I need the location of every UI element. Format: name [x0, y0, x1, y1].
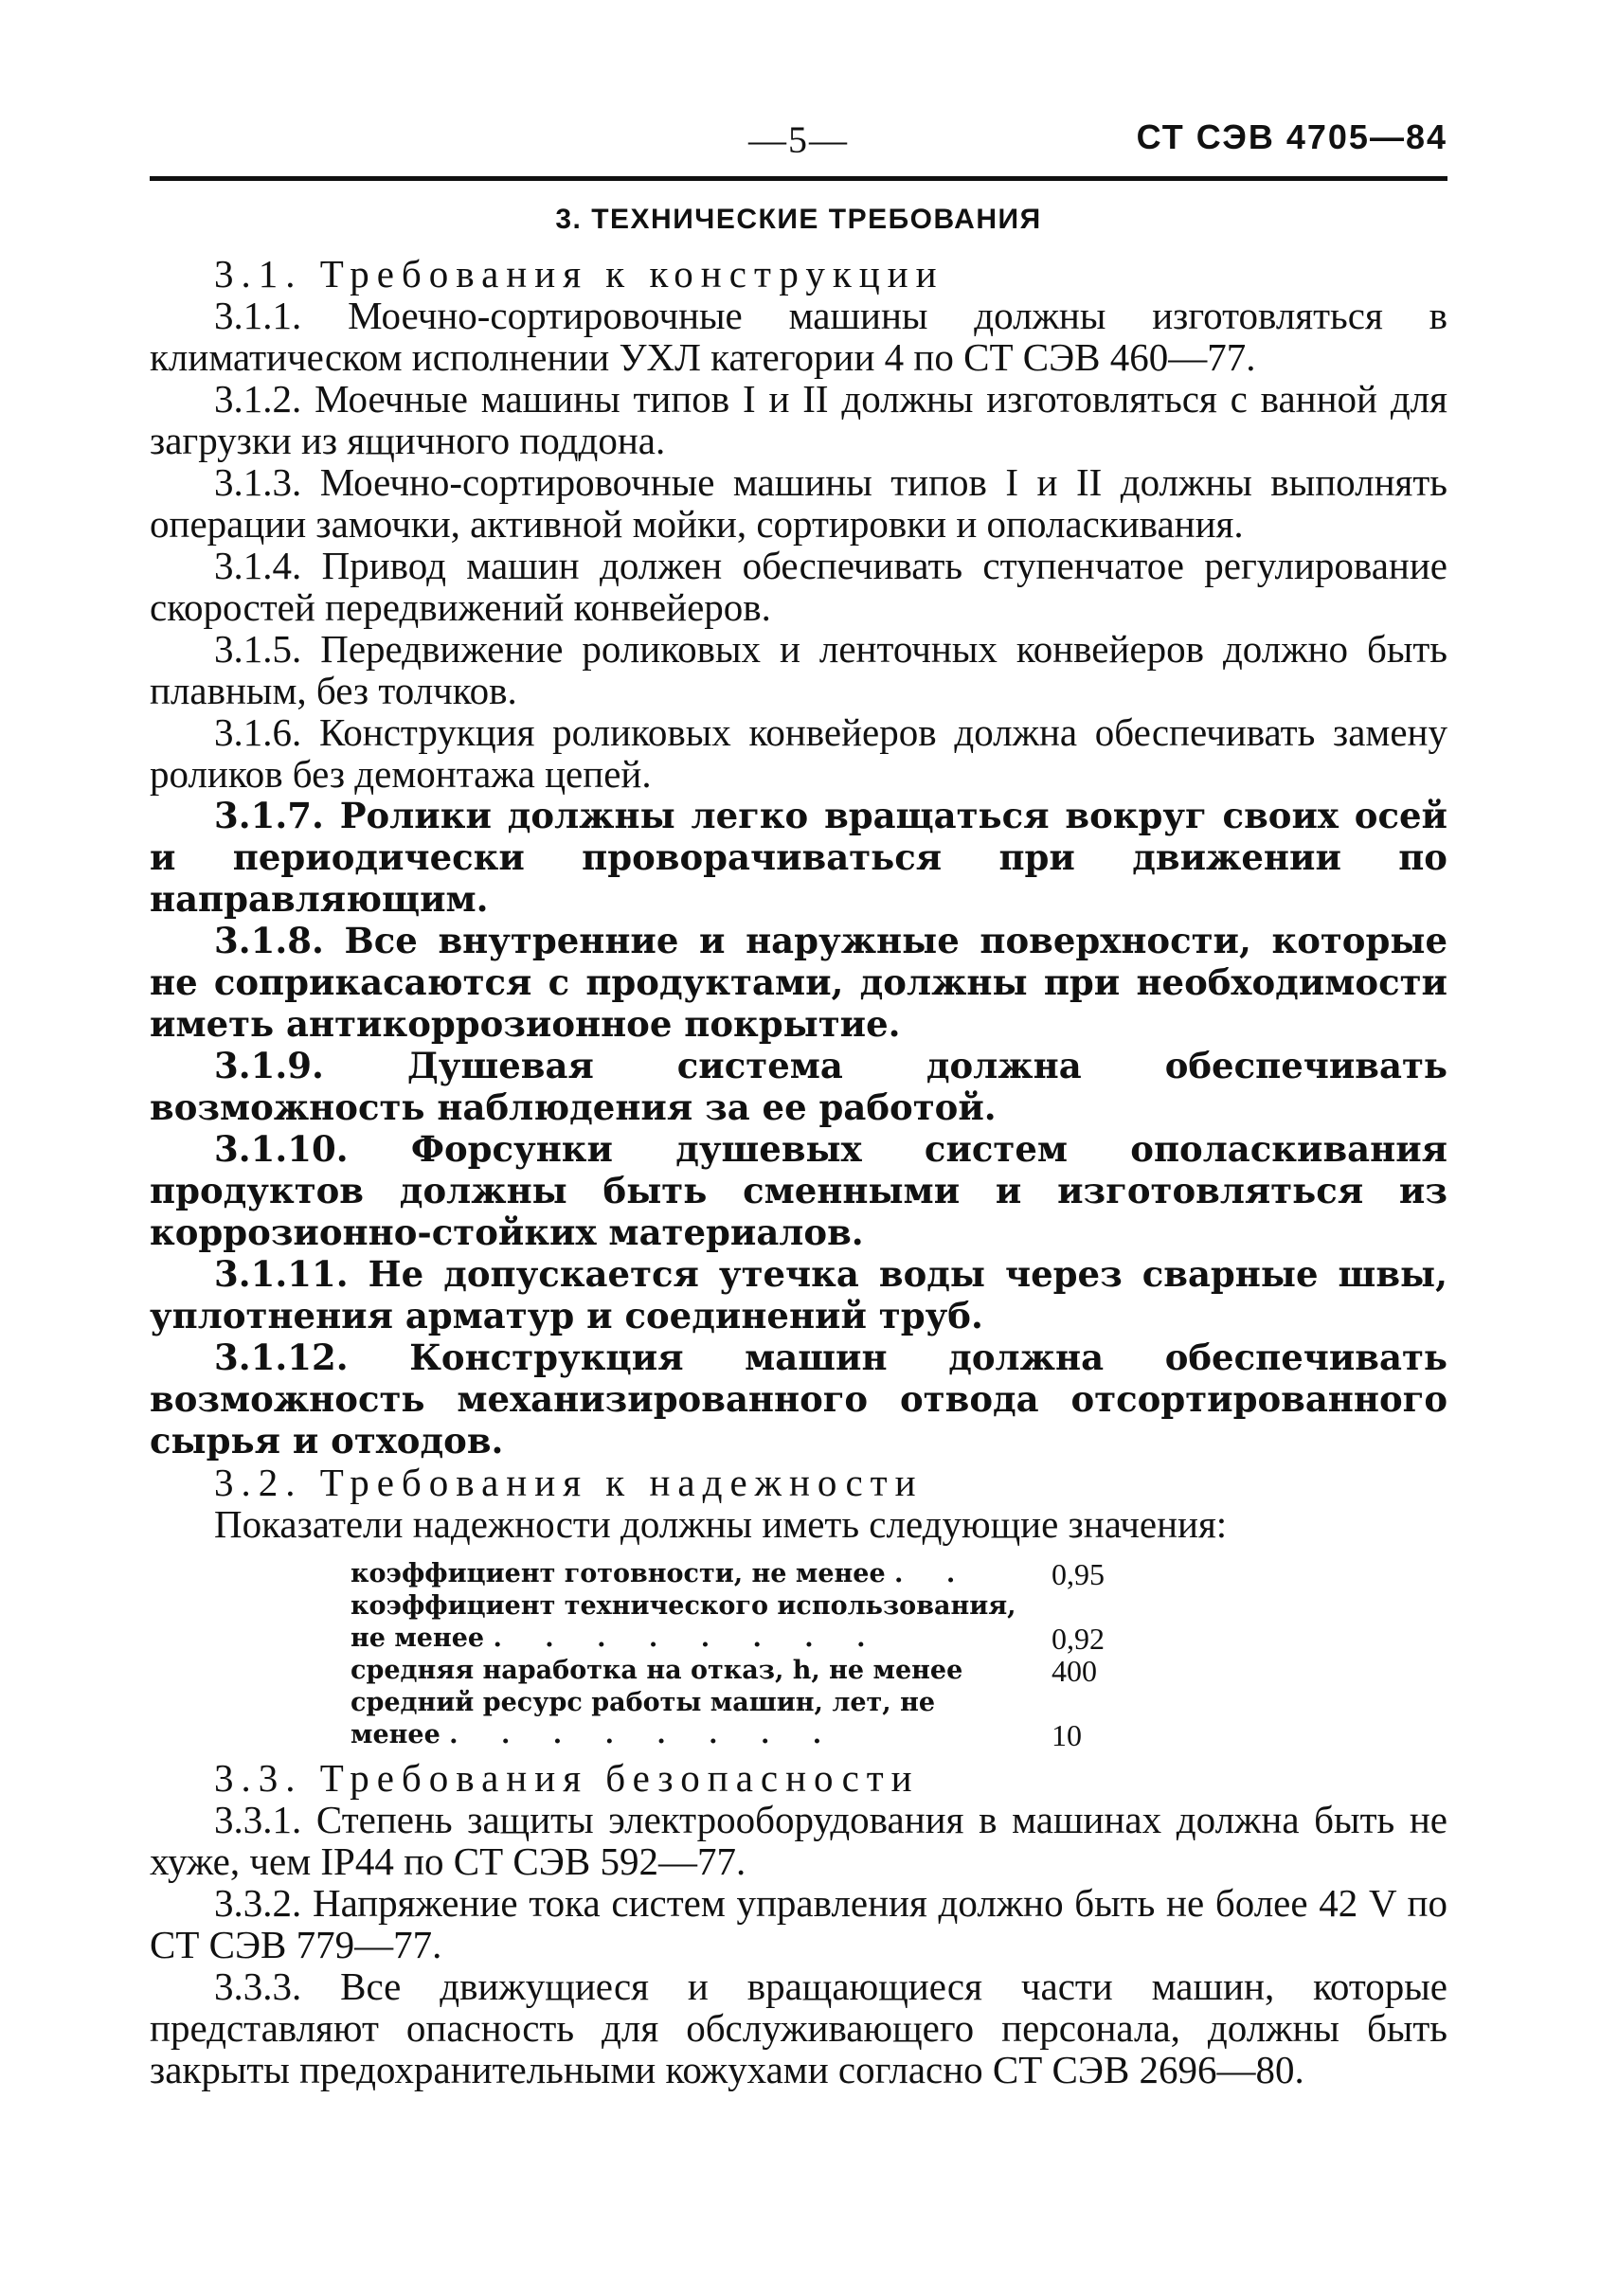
indicator-label: менее	[351, 1720, 440, 1749]
subsection-heading: 3.2. Требования к надежности	[214, 1461, 924, 1504]
document-page	[150, 112, 1447, 2090]
leader-dots: . .	[894, 1559, 973, 1588]
indicator-value	[1052, 1590, 1165, 1623]
indicator-row	[351, 1719, 1203, 1751]
page-number: —5—	[748, 118, 849, 161]
indicator-label: средний ресурс работы машин, лет, не	[351, 1688, 936, 1717]
indicator-label: не менее	[351, 1623, 485, 1653]
section-title: 3. ТЕХНИЧЕСКИЕ ТРЕБОВАНИЯ	[555, 204, 1042, 235]
indicator-row	[351, 1687, 1203, 1719]
indicator-value: 0,95	[1052, 1557, 1105, 1591]
paragraph: 3.3.3. Все движущиеся и вращающиеся части машин, которые представляют опасность для обслуживающего персонала, должны быть закрыты предохранительными кожухами согласно СТ СЭВ 2696—80.	[150, 1964, 1447, 2091]
paragraph: 3.1.2. Моечные машины типов I и II должны изготовляться с ванной для загрузки из ящичного поддона.	[150, 377, 1447, 462]
indicator-row	[351, 1623, 1203, 1655]
paragraph: Показатели надежности должны иметь следующие значения:	[214, 1502, 1228, 1546]
paragraph: 3.1.11. Не допускается утечка воды через сварные швы, уплотнения арматур и соединений труб.	[150, 1253, 1447, 1336]
subsection-heading: 3.1. Требования к конструкции	[214, 252, 944, 296]
indicator-row	[351, 1590, 1203, 1623]
paragraph: 3.1.10. Форсунки душевых систем ополаскивания продуктов должны быть сменными и изготовляться из коррозионно-стойких материалов.	[150, 1128, 1447, 1253]
paragraph: 3.1.3. Моечно-сортировочные машины типов I и II должны выполнять операции замочки, активной мойки, сортировки и ополаскивания.	[150, 460, 1447, 546]
indicator-label: коэффициент готовности, не менее	[351, 1559, 886, 1588]
indicator-row	[351, 1558, 1203, 1590]
indicator-label: средняя наработка на отказ, h, не менее	[351, 1656, 963, 1685]
paragraph: 3.1.8. Все внутренние и наружные поверхности, которые не соприкасаются с продуктами, должны при необходимости иметь антикоррозионное покрытие.	[150, 920, 1447, 1045]
indicator-row	[351, 1655, 1203, 1687]
paragraph: 3.1.6. Конструкция роликовых конвейеров должна обеспечивать замену роликов без демонтажа цепей.	[150, 710, 1447, 796]
subsection-heading: 3.3. Требования безопасности	[214, 1756, 920, 1800]
indicator-value	[1052, 1687, 1165, 1719]
indicator-label: коэффициент технического использования,	[351, 1591, 1016, 1621]
indicator-value: 400	[1052, 1654, 1097, 1688]
paragraph: 3.1.4. Привод машин должен обеспечивать ступенчатое регулирование скоростей передвижений конвейеров.	[150, 544, 1447, 629]
paragraph: 3.1.9. Душевая система должна обеспечивать возможность наблюдения за ее работой.	[150, 1045, 1447, 1128]
paragraph: 3.1.12. Конструкция машин должна обеспечивать возможность механизированного отвода отсортированного сырья и отходов.	[150, 1336, 1447, 1462]
header-rule	[150, 176, 1447, 181]
paragraph: 3.3.2. Напряжение тока систем управления должно быть не более 42 V по СТ СЭВ 779—77.	[150, 1881, 1447, 1966]
reliability-indicators	[351, 1558, 1203, 1751]
page-header	[150, 112, 1447, 172]
paragraph: 3.1.5. Передвижение роликовых и ленточных конвейеров должно быть плавным, без толчков.	[150, 627, 1447, 712]
paragraph: 3.3.1. Степень защиты электрооборудования в машинах должна быть не хуже, чем IP44 по СТ СЭВ 592—77.	[150, 1798, 1447, 1883]
indicator-value: 10	[1052, 1718, 1082, 1752]
paragraph: 3.1.1. Моечно-сортировочные машины должны изготовляться в климатическом исполнении УХЛ категории 4 по СТ СЭВ 460—77.	[150, 294, 1447, 379]
paragraph: 3.1.7. Ролики должны легко вращаться вокруг своих осей и периодически проворачиваться при движении по направляющим.	[150, 795, 1447, 920]
indicator-value: 0,92	[1052, 1622, 1105, 1656]
leader-dots: . . . . . . . .	[449, 1720, 839, 1749]
standard-code: СТ СЭВ 4705—84	[1136, 117, 1447, 156]
leader-dots: . . . . . . . .	[493, 1623, 883, 1653]
